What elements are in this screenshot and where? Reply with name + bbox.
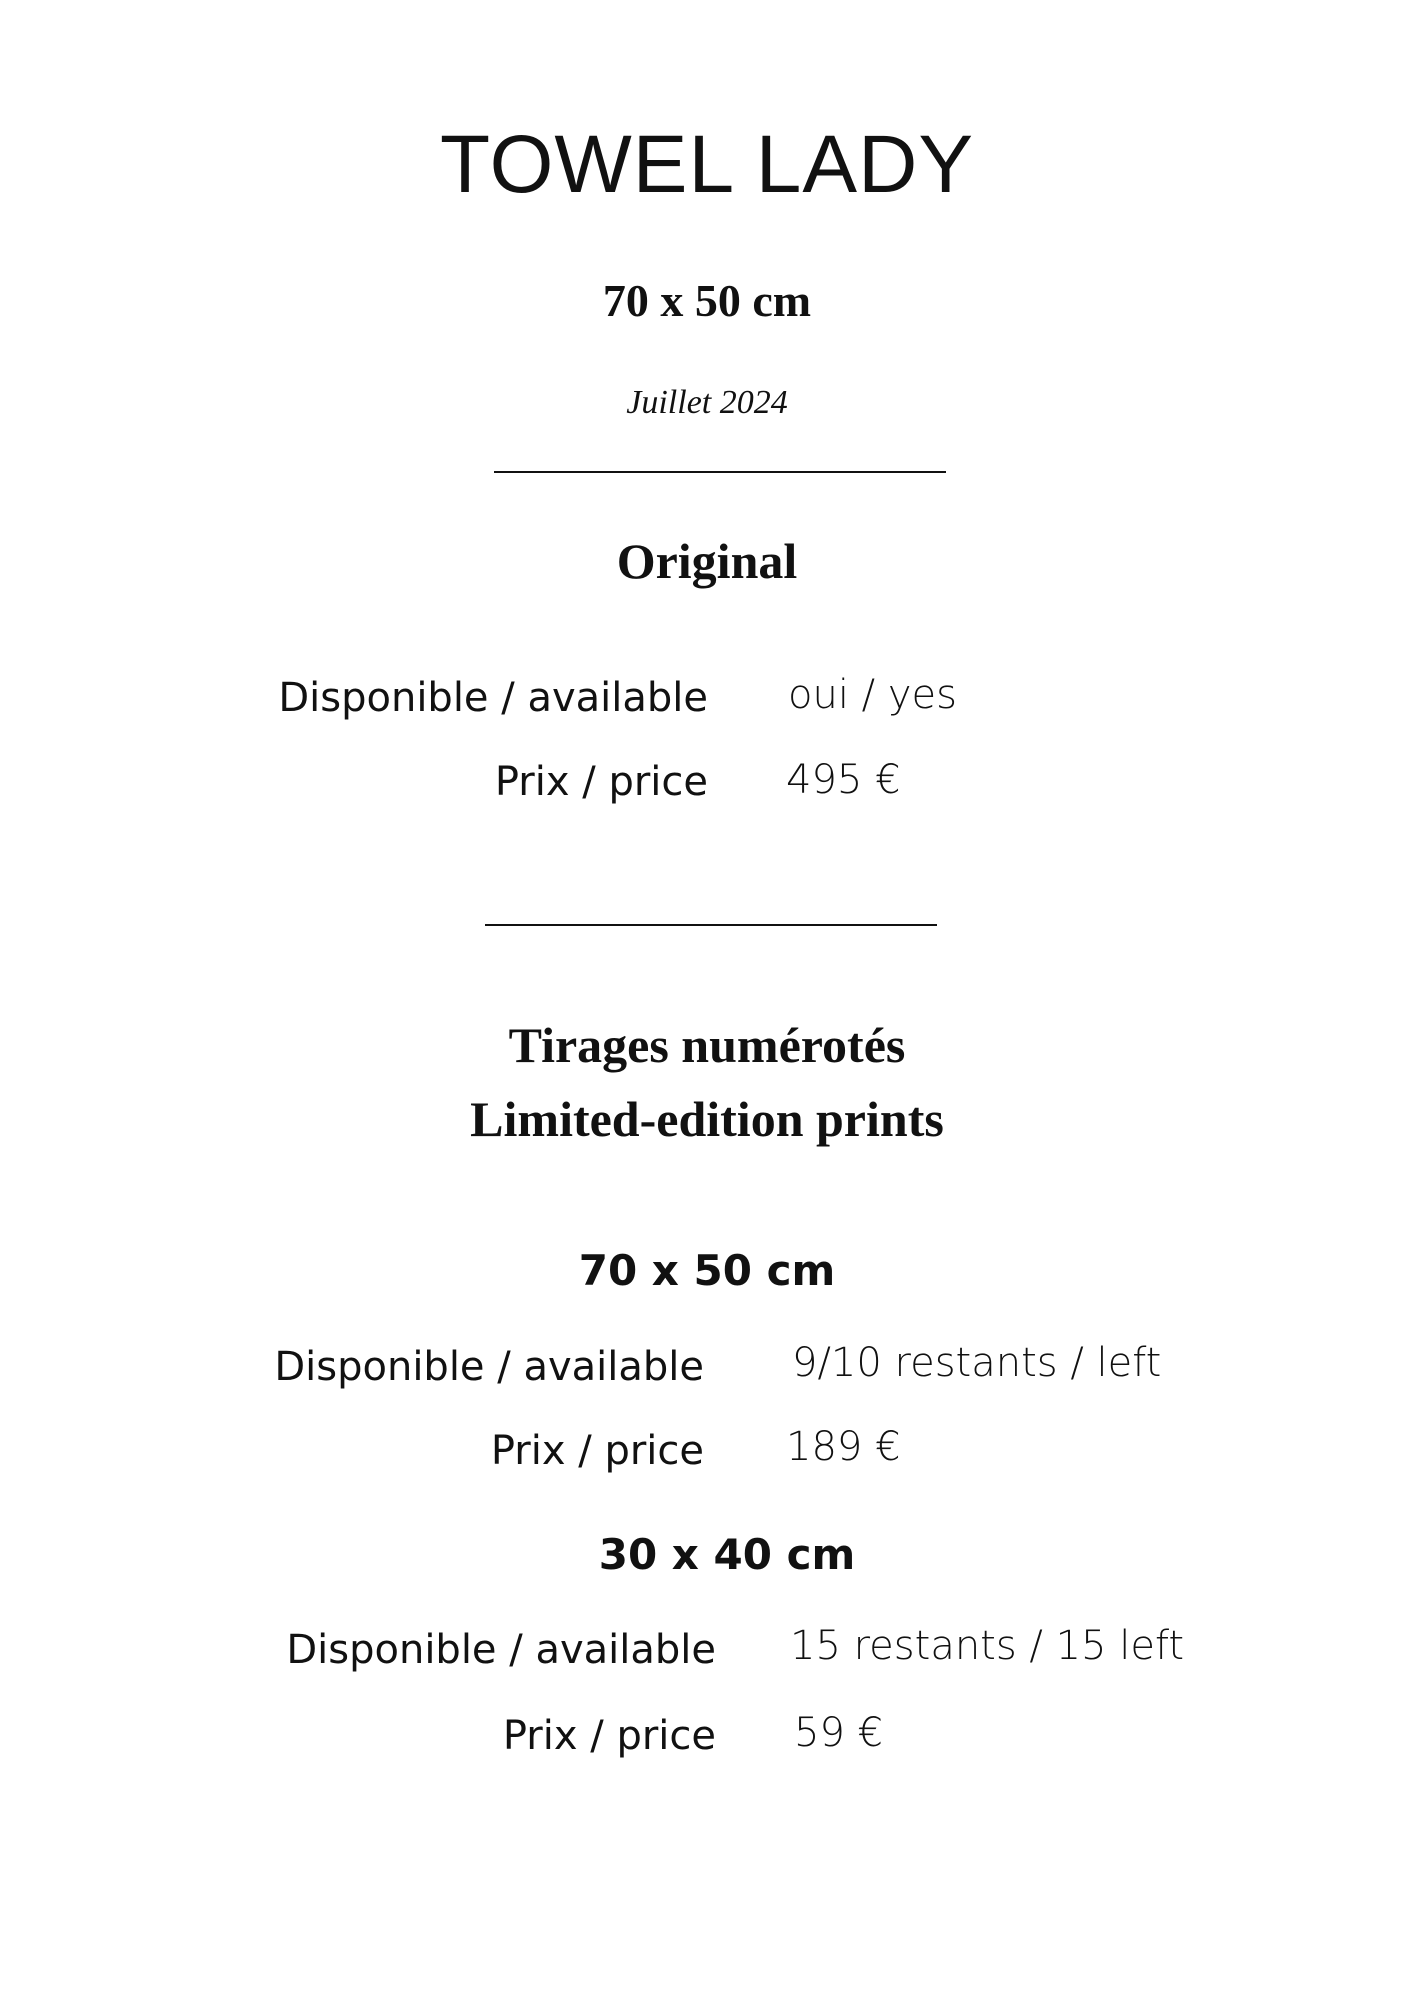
artwork-date: Juillet 2024 — [626, 384, 788, 421]
print-price-label: Prix / price — [490, 1428, 704, 1474]
prints-heading-en: Limited-edition prints — [470, 1091, 944, 1147]
original-price-value: 495 € — [786, 757, 901, 803]
prints-heading-fr: Tirages numérotés — [508, 1017, 906, 1073]
divider — [494, 471, 946, 473]
divider — [485, 924, 937, 926]
print-price-value: 189 € — [786, 1424, 901, 1470]
artwork-dimensions: 70 x 50 cm — [602, 275, 812, 326]
original-availability-value: oui / yes — [788, 672, 957, 718]
print-availability-value: 15 restants / 15 left — [790, 1623, 1185, 1669]
print-availability-value: 9/10 restants / left — [792, 1340, 1162, 1386]
original-availability-label: Disponible / available — [278, 675, 708, 721]
print-price-label: Prix / price — [502, 1713, 716, 1759]
print-availability-label: Disponible / available — [286, 1627, 716, 1673]
print-size-heading: 70 x 50 cm — [578, 1246, 836, 1295]
prints-heading — [0, 1008, 1414, 1156]
print-size-heading: 30 x 40 cm — [598, 1530, 856, 1579]
artwork-title: TOWEL LADY — [439, 119, 975, 210]
print-availability-label: Disponible / available — [274, 1344, 704, 1390]
original-price-label: Prix / price — [494, 759, 708, 805]
print-price-value: 59 € — [794, 1710, 884, 1756]
original-heading: Original — [616, 533, 798, 589]
